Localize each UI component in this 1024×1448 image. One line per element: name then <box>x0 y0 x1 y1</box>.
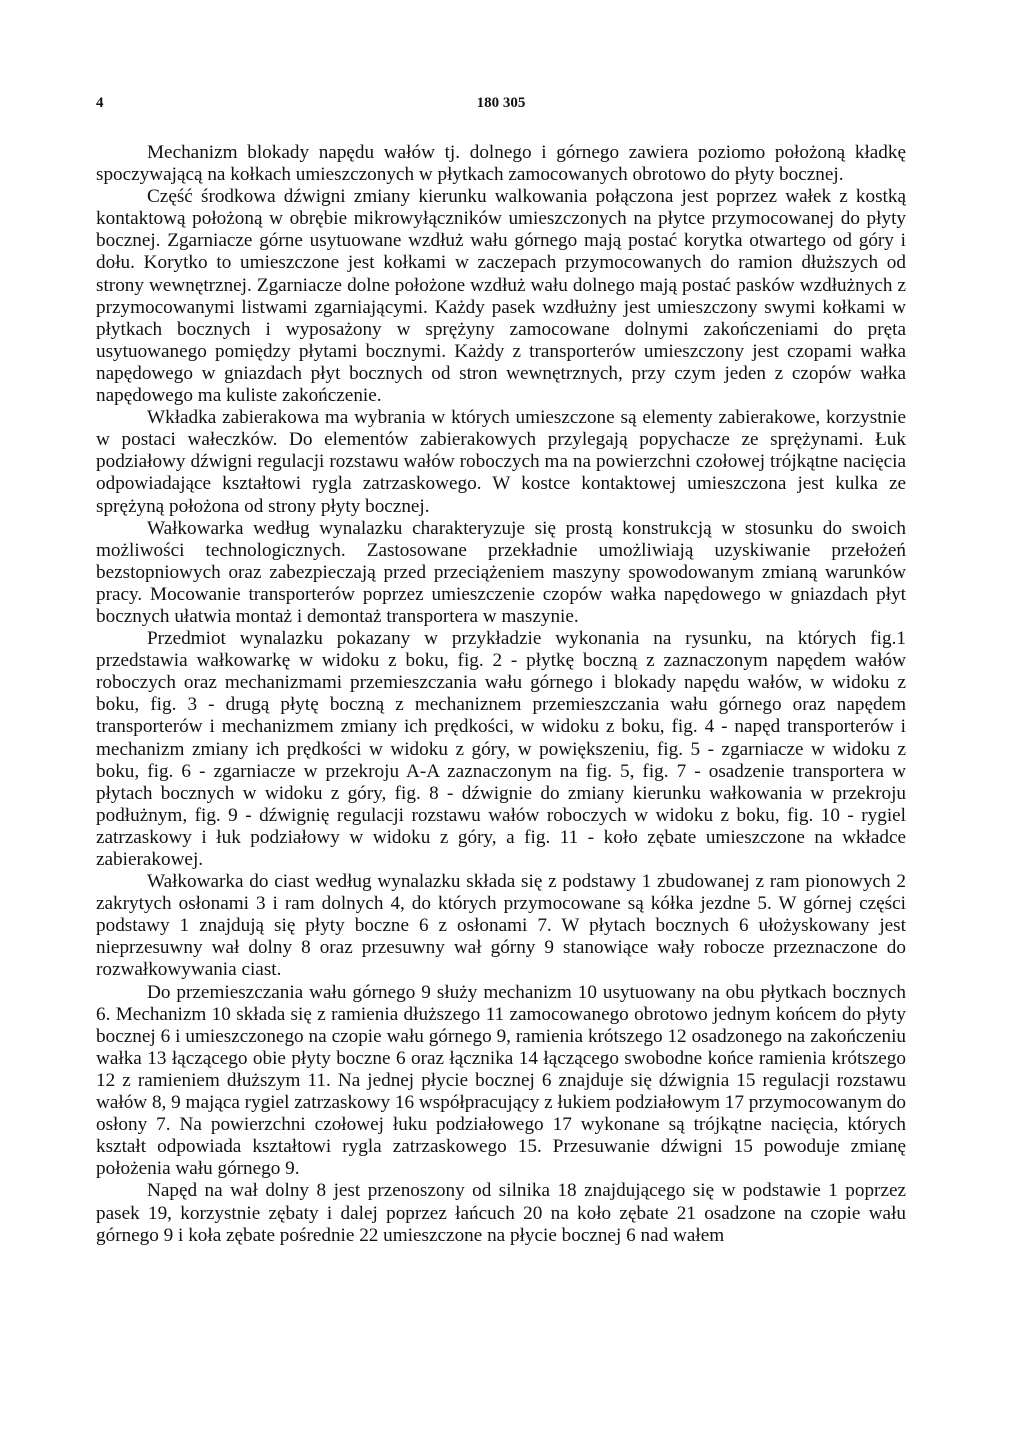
page-number: 4 <box>96 95 104 111</box>
page-header <box>96 95 906 119</box>
paragraph-naped: Napęd na wał dolny 8 jest przenoszony od silnika 18 znajdującego się w podstawie 1 poprzez pasek 19, korzystnie zębaty i dalej poprzez łańcuch 20 na koło zębate 21 osadzone na czopie wału górnego 9 i koła zębate pośrednie 22 umieszczone na płycie bocznej 6 nad wałem <box>96 1180 906 1246</box>
document-body <box>96 142 906 1247</box>
paragraph-budowa: Wałkowarka do ciast według wynalazku składa się z podstawy 1 zbudowanej z ram pionowych 2 zakrytych osłonami 3 i ram dolnych 4, do których przymocowane są kółka jezdne 5. W górnej części podstawy 1 znajdują się płyty boczne 6 z osłonami 7. W płytach bocznych 6 ułożyskowany jest nieprzesuwny wał dolny 8 oraz przesuwny wał górny 9 stanowiące wały robocze przeznaczone do rozwałkowywania ciast. <box>96 871 906 981</box>
document-number: 180 305 <box>476 95 526 111</box>
paragraph-dzwignia-zgarniacze: Część środkowa dźwigni zmiany kierunku walkowania połączona jest poprzez wałek z kostką kontaktową położoną w obrębie mikrowyłączników umieszczonych na płytce przymocowanej do płyty bocznej. Zgarniacze górne usytuowane wzdłuż wału górnego mają postać korytka otwartego od góry i dołu. Korytko to umieszczone jest kołkami w zaczepach przymocowanych do ramion dłuższych od strony wewnętrznej. Zgarniacze dolne położone wzdłuż wału dolnego mają postać pasków wzdłużnych z przymocowanymi listwami zgarniającymi. Każdy pasek wzdłużny jest umieszczony swymi kołkami w płytkach bocznych i wyposażony w sprężyny zamocowane dolnymi zakończeniami do pręta usytuowanego pomiędzy płytami bocznymi. Każdy z transporterów umieszczony jest czopami wałka napędowego w gniazdach płyt bocznych od stron wewnętrznych, przy czym jeden z czopów wałka napędowego ma kuliste zakończenie. <box>96 186 906 407</box>
paragraph-blokada: Mechanizm blokady napędu wałów tj. dolnego i górnego zawiera poziomo położoną kładkę spoczywającą na kołkach umieszczonych w płytkach zamocowanych obrotowo do płyty bocznej. <box>96 142 906 186</box>
paragraph-wkladka: Wkładka zabierakowa ma wybrania w których umieszczone są elementy zabierakowe, korzystnie w postaci wałeczków. Do elementów zabierakowych przylegają popychacze ze sprężynami. Łuk podziałowy dźwigni regulacji rozstawu wałów roboczych ma na powierzchni czołowej trójkątne nacięcia odpowiadające kształtowi rygla zatrzaskowego. W kostce kontaktowej umieszczona jest kulka ze sprężyną położona od strony płyty bocznej. <box>96 407 906 517</box>
paragraph-zalety: Wałkowarka według wynalazku charakteryzuje się prostą konstrukcją w stosunku do swoich możliwości technologicznych. Zastosowane przekładnie umożliwiają uzyskiwanie przełożeń bezstopniowych oraz zabezpieczają przed przeciążeniem maszyny spowodowanym zmianą warunków pracy. Mocowanie transporterów poprzez umieszczenie czopów wałka napędowego w gniazdach płyt bocznych ułatwia montaż i demontaż transportera w maszynie. <box>96 517 906 627</box>
paragraph-mechanizm: Do przemieszczania wału górnego 9 służy mechanizm 10 usytuowany na obu płytkach bocznych 6. Mechanizm 10 składa się z ramienia dłuższego 11 zamocowanego obrotowo jednym końcem do płyty bocznej 6 i umieszczonego na czopie wału górnego 9, ramienia krótszego 12 osadzonego na zakończeniu wałka 13 łączącego obie płyty boczne 6 oraz łącznika 14 łączącego swobodne końce ramienia krótszego 12 z ramieniem dłuższym 11. Na jednej płycie bocznej 6 znajduje się dźwignia 15 regulacji rozstawu wałów 8, 9 mająca rygiel zatrzaskowy 16 współpracujący z łukiem podziałowym 17 przymocowanym do osłony 7. Na powierzchni czołowej łuku podziałowego 17 wykonane są trójkątne nacięcia, których kształt odpowiada kształtowi rygla zatrzaskowego 15. Przesuwanie dźwigni 15 powoduje zmianę położenia wału górnego 9. <box>96 981 906 1180</box>
paragraph-figury: Przedmiot wynalazku pokazany w przykładzie wykonania na rysunku, na których fig.1 przedstawia wałkowarkę w widoku z boku, fig. 2 - płytkę boczną z zaznaczonym napędem wałów roboczych oraz mechanizmami przemieszczania wału górnego i blokady napędu wałów, w widoku z boku, fig. 3 - drugą płytę boczną z mechaniznem przemieszczania wału górnego oraz napędem transporterów i mechanizmem zmiany ich prędkości, w widoku z boku, fig. 4 - napęd transporterów i mechanizm zmiany ich prędkości w widoku z góry, w powiększeniu, fig. 5 - zgarniacze w widoku z boku, fig. 6 - zgarniacze w przekroju A-A zaznaczonym na fig. 5, fig. 7 - osadzenie transportera w płytach bocznych w widoku z góry, fig. 8 - dźwignie do zmiany kierunku wałkowania w przekroju podłużnym, fig. 9 - dźwignię regulacji rozstawu wałów roboczych w widoku z boku, fig. 10 - rygiel zatrzaskowy i łuk podziałowy w widoku z góry, a fig. 11 - koło zębate umieszczone na wkładce zabierakowej. <box>96 628 906 870</box>
